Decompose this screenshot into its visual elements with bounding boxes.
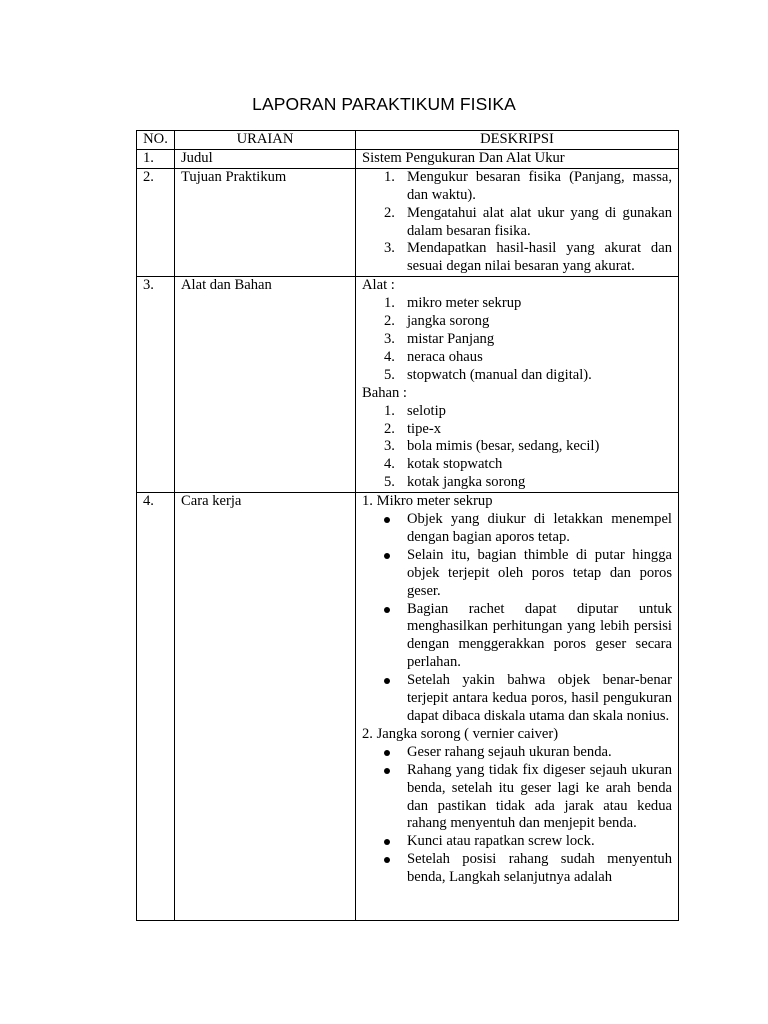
header-deskripsi: DESKRIPSI	[356, 131, 679, 150]
bullet-icon	[384, 768, 390, 774]
list-item: 2. Mengatahui alat alat ukur yang di gunakan dalam besaran fisika.	[384, 204, 672, 239]
list-item: Setelah posisi rahang sudah menyentuh benda, Langkah selanjutnya adalah	[362, 851, 672, 887]
bullet-icon	[384, 553, 390, 559]
table-row	[137, 493, 679, 921]
list-item: 3. Mendapatkan hasil-hasil yang akurat dan sesuai degan nilai besaran yang akurat.	[384, 240, 672, 275]
row-number: 3.	[137, 277, 175, 493]
list-item: 2. tipe-x	[384, 420, 442, 437]
list-item: 1. mikro meter sekrup	[384, 295, 522, 312]
bullet-icon	[384, 839, 390, 845]
row-number: 2.	[137, 168, 175, 276]
bullet-icon	[384, 678, 390, 684]
bullet-icon	[384, 857, 390, 863]
list-item: 4. kotak stopwatch	[384, 456, 503, 473]
list-item: 3. bola mimis (besar, sedang, kecil)	[384, 438, 600, 455]
alat-list	[362, 295, 672, 385]
bullet-icon	[384, 750, 390, 756]
jangka-sorong-steps	[362, 744, 672, 887]
header-uraian: URAIAN	[175, 131, 356, 150]
row-uraian: Judul	[175, 149, 356, 168]
list-item: Objek yang diukur di letakkan menempel dengan bagian aporos tetap.	[362, 511, 672, 547]
table-row	[137, 168, 679, 276]
header-no: NO.	[137, 131, 175, 150]
row-deskripsi: Sistem Pengukuran Dan Alat Ukur	[356, 149, 679, 168]
row-number: 4.	[137, 493, 175, 921]
list-item: Selain itu, bagian thimble di putar hingga objek terjepit oleh poros tetap dan poros geser.	[362, 547, 672, 601]
section-heading: 2. Jangka sorong ( vernier caiver)	[362, 725, 559, 742]
bahan-list	[362, 403, 672, 493]
list-item: Setelah yakin bahwa objek benar-benar terjepit antara kedua poros, hasil pengukuran dapat dibaca diskala utama dan skala nonius.	[362, 672, 672, 726]
row-deskripsi	[356, 493, 679, 921]
table-header-row	[137, 131, 679, 150]
bullet-icon	[384, 607, 390, 613]
table-row	[137, 277, 679, 493]
list-item: Kunci atau rapatkan screw lock.	[362, 833, 672, 851]
list-item: 1. selotip	[384, 402, 446, 419]
row-deskripsi	[356, 277, 679, 493]
list-item: 1. Mengukur besaran fisika (Panjang, massa, dan waktu).	[384, 168, 672, 203]
list-item: Rahang yang tidak fix digeser sejauh ukuran benda, setelah itu geser lagi ke arah benda dan pastikan tidak ada jarak atau kedua rahang menyentuh dan menjepit benda.	[362, 762, 672, 834]
report-table	[136, 130, 679, 921]
list-item: Geser rahang sejauh ukuran benda.	[362, 744, 672, 762]
row-number: 1.	[137, 149, 175, 168]
list-item: 5. kotak jangka sorong	[384, 474, 526, 491]
alat-label: Alat :	[362, 277, 395, 294]
mikrometer-steps	[362, 511, 672, 726]
bullet-icon	[384, 517, 390, 523]
row-uraian: Cara kerja	[175, 493, 356, 921]
bahan-label: Bahan :	[362, 384, 407, 401]
list-item: 4. neraca ohaus	[384, 348, 483, 365]
table-row	[137, 149, 679, 168]
list-item: Bagian rachet dapat diputar untuk menghasilkan perhitungan yang lebih persisi dengan menggerakkan poros geser secara perlahan.	[362, 601, 672, 673]
section-heading: 1. Mikro meter sekrup	[362, 493, 493, 510]
row-uraian: Tujuan Praktikum	[175, 168, 356, 276]
row-uraian: Alat dan Bahan	[175, 277, 356, 493]
list-item: 5. stopwatch (manual dan digital).	[384, 366, 592, 383]
list-item: 2. jangka sorong	[384, 313, 490, 330]
row-deskripsi	[356, 168, 679, 276]
document-title: LAPORAN PARAKTIKUM FISIKA	[252, 94, 516, 114]
list-item: 3. mistar Panjang	[384, 330, 495, 347]
tujuan-list	[362, 169, 672, 276]
